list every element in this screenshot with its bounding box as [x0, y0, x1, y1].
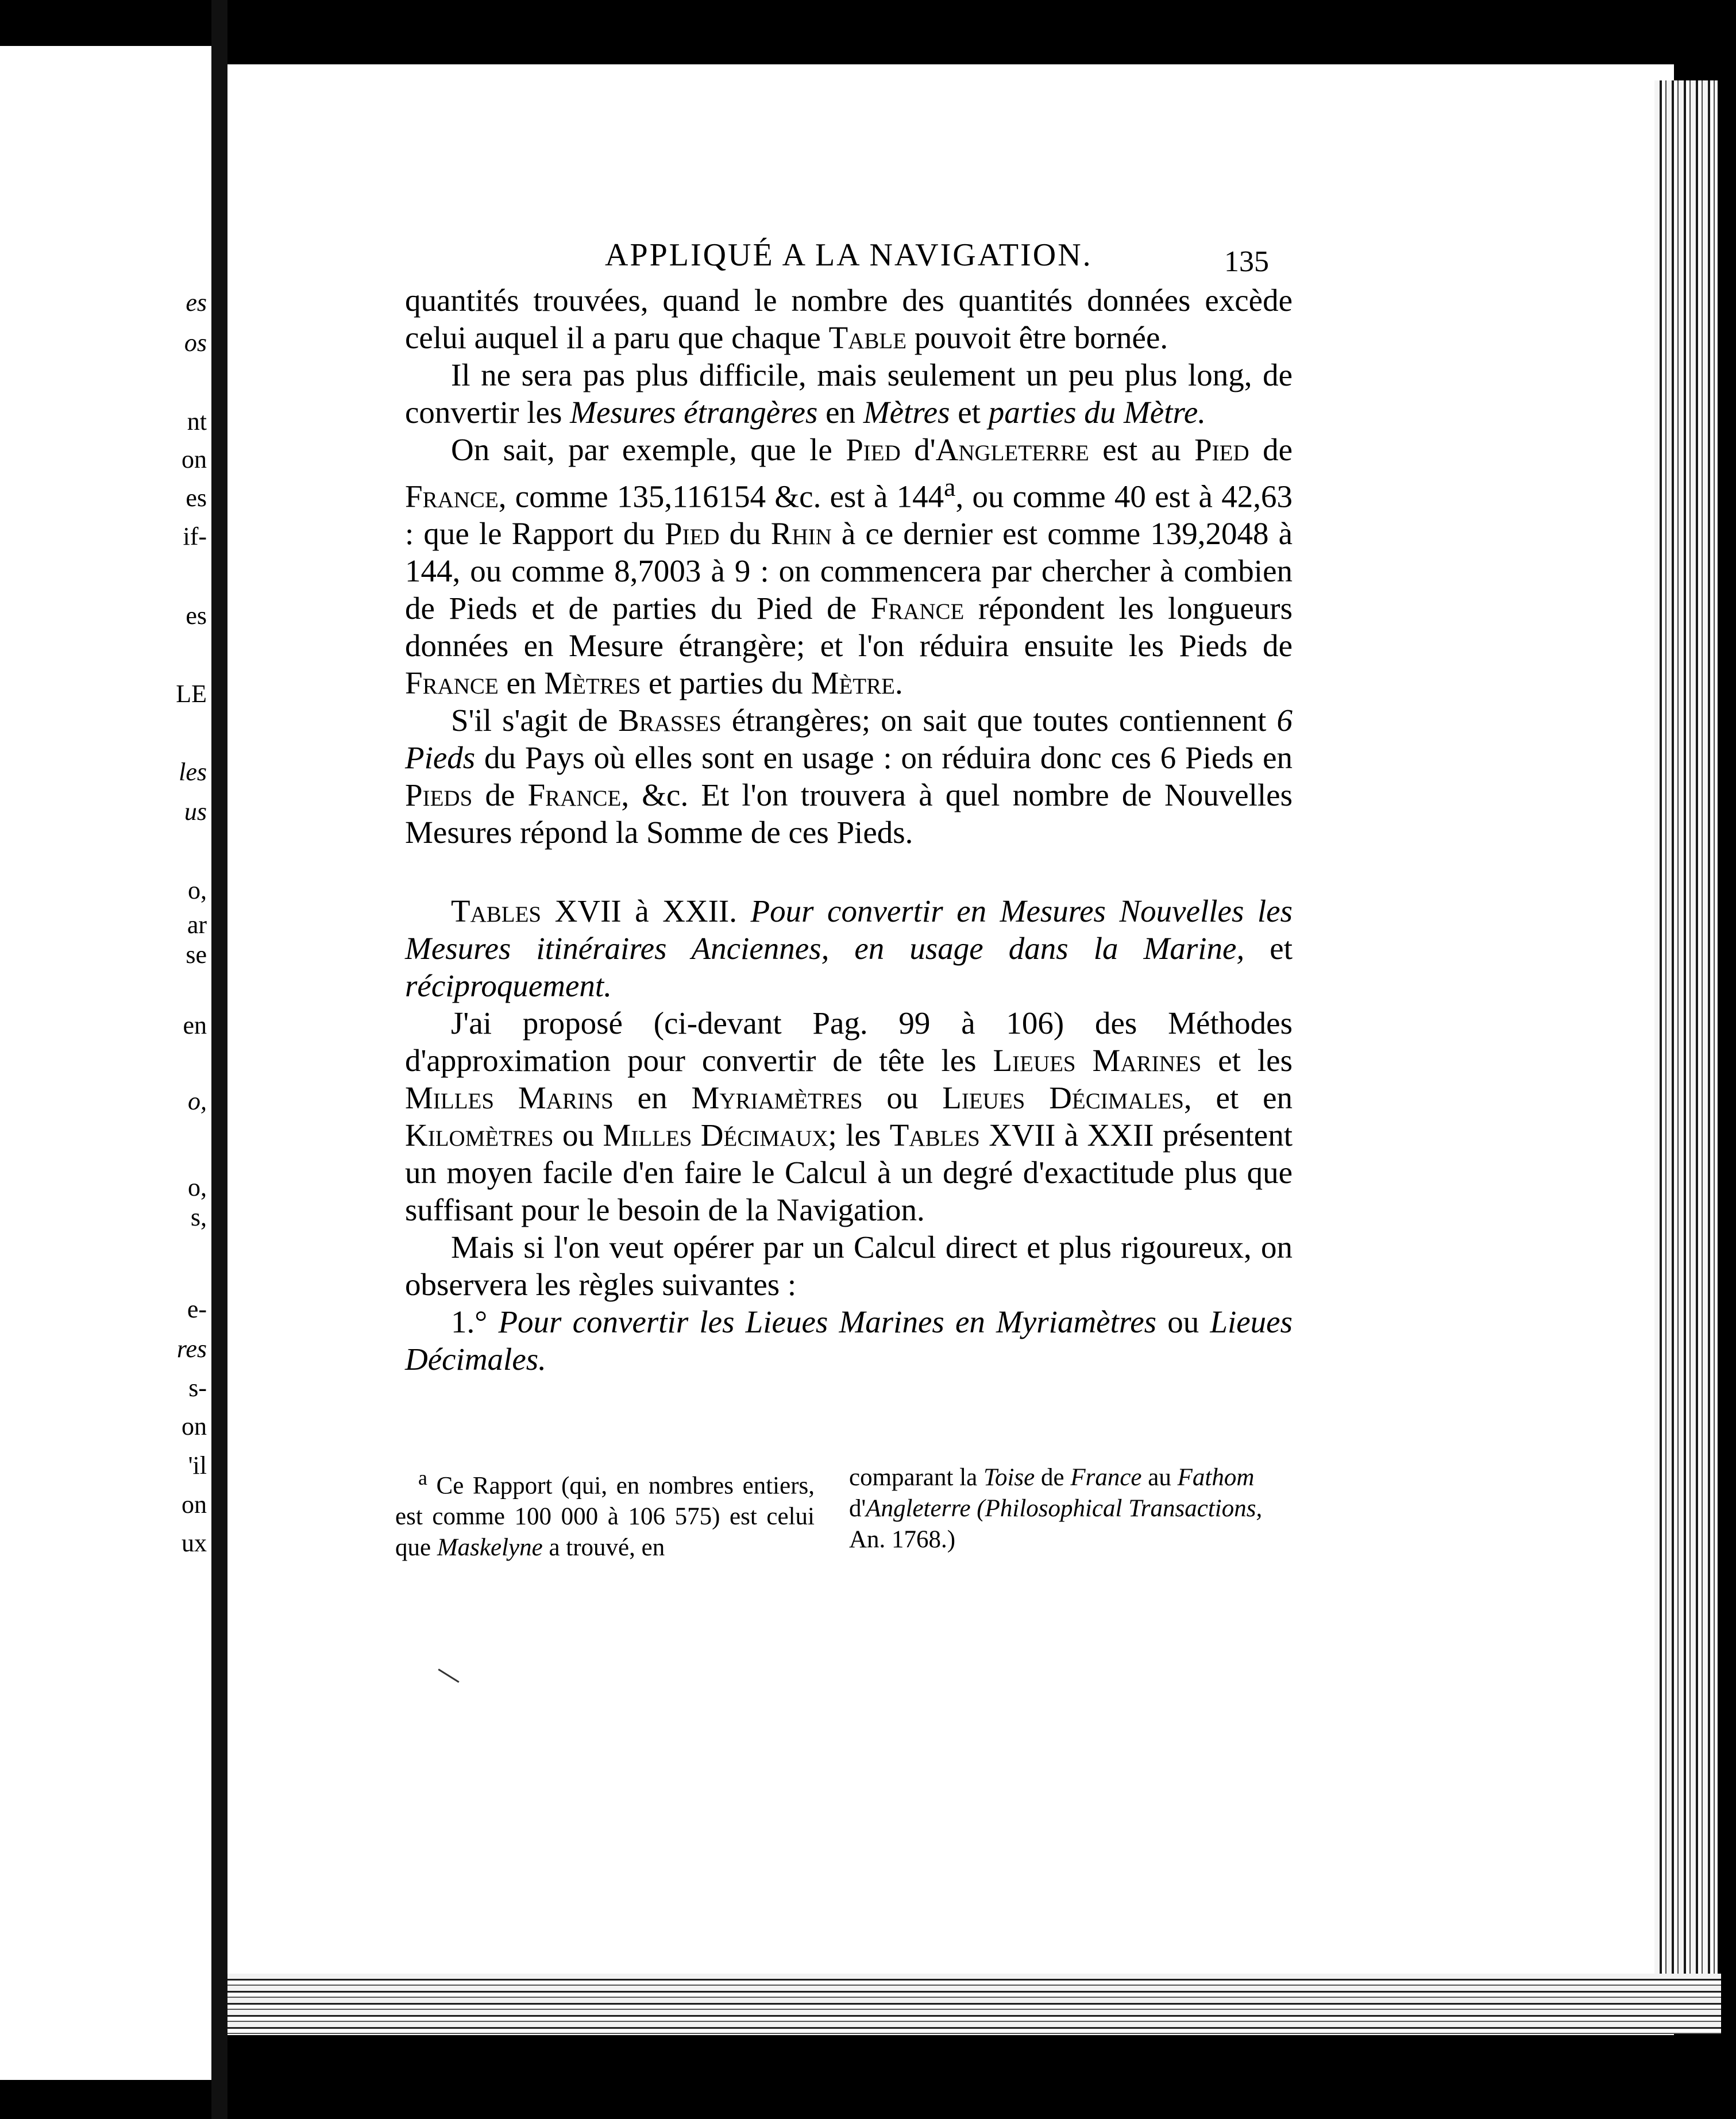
text: France: [527, 777, 622, 813]
text: XVII à XXII.: [541, 893, 751, 929]
page-edges-bottom: [227, 1974, 1721, 2034]
text: du: [719, 516, 771, 552]
text: Pour convertir en Mesures Nouvelles les Mesures itinéraires Anciennes, en usage dans la Marine,: [405, 893, 1293, 966]
text: en: [613, 1080, 692, 1116]
text: France: [870, 591, 965, 626]
text: à ce dernier est comme 139,2048 à 144, ou comme 8,7003 à 9 : on commencera par chercher à combien de Pieds et de parties du Pied de: [405, 516, 1293, 626]
text: réciproquement.: [405, 968, 612, 1004]
text: étrangères; on sait que toutes contiennent: [721, 703, 1277, 738]
facing-page-line-end: on: [182, 1490, 207, 1519]
text: Brasses: [618, 703, 722, 738]
paragraph-3: [405, 431, 1293, 702]
facing-page-fragment: [0, 46, 217, 2080]
facing-page-line-end: LE: [176, 680, 207, 708]
text: du Pays où elles sont en usage : on réduira donc ces 6 Pieds en: [475, 740, 1293, 776]
text: et les: [1201, 1043, 1293, 1078]
text: Tables: [889, 1118, 980, 1153]
footnote-marker: a: [944, 472, 956, 502]
page-edges-right: [1654, 80, 1718, 2017]
text: pouvoit être bornée.: [906, 320, 1168, 355]
text: .: [894, 665, 903, 701]
text: , et en: [1183, 1080, 1293, 1116]
text: de: [1249, 432, 1293, 467]
text: An. 1768.): [849, 1526, 956, 1553]
text: Il ne sera pas plus difficile, mais seulement un peu plus long, de convertir les: [405, 357, 1293, 430]
text: On sait, par exemple, que le: [451, 432, 846, 467]
facing-page-line-end: o,: [188, 1087, 207, 1115]
text: Mesures étrangères: [570, 395, 818, 430]
text: est au: [1089, 432, 1195, 467]
text: Toise: [983, 1464, 1035, 1491]
text: Fathom: [1177, 1464, 1255, 1491]
facing-page-line-end: res: [176, 1335, 207, 1363]
facing-page-line-end: on: [182, 1412, 207, 1440]
text: en: [498, 665, 545, 701]
text: Mètres: [544, 665, 641, 701]
text: ; les: [828, 1118, 890, 1153]
footnote-marker: a: [418, 1466, 427, 1489]
facing-page-line-end: nt: [187, 407, 207, 436]
text: Table: [828, 320, 907, 355]
text: , &c. Et l'on trouvera à quel nombre de Nouvelles Mesures répond la Somme de ces Pieds.: [405, 777, 1293, 850]
text: , ou comme 40 est à 42,63 : que le Rapport du: [405, 479, 1293, 552]
text: France: [405, 665, 499, 701]
text: au: [1141, 1464, 1178, 1491]
text: 6 Pieds: [405, 703, 1293, 776]
paragraph-4: [405, 702, 1293, 851]
text: et parties du: [641, 665, 811, 701]
text: Milles Décimaux: [603, 1118, 828, 1153]
facing-page-line-end: if-: [183, 522, 207, 550]
text: Pour convertir les Lieues Marines en Myriamètres: [498, 1304, 1157, 1340]
book-gutter: [211, 0, 227, 2119]
text: Tables: [451, 893, 542, 929]
text: d': [900, 432, 936, 467]
footnote-column-right: [849, 1462, 1268, 1555]
paragraph-6: Mais si l'on veut opérer par un Calcul direct et plus rigoureux, on observera les règles suivantes :: [405, 1230, 1293, 1303]
text: Pied: [1194, 432, 1249, 467]
facing-page-line-end: ux: [182, 1529, 207, 1557]
text: d': [849, 1495, 866, 1522]
text: Pied: [665, 516, 720, 552]
text: S'il s'agit de: [451, 703, 619, 738]
running-title: APPLIQUÉ A LA NAVIGATION.: [605, 237, 1093, 273]
facing-page-line-end: us: [184, 797, 207, 826]
text: , comme 135,116154 &c. est à 144: [498, 479, 944, 514]
text: et: [950, 395, 989, 430]
facing-page-line-end: les: [179, 758, 207, 786]
facing-page-line-end: es: [186, 602, 207, 630]
text: Mètres: [863, 395, 950, 430]
text: Angleterre (Philosophical Transactions,: [866, 1495, 1263, 1522]
paragraph-2: [405, 356, 1293, 431]
text: Lieues Marines: [993, 1043, 1202, 1078]
text: et: [1244, 931, 1293, 966]
facing-page-line-end: s-: [188, 1374, 207, 1402]
text: Milles Marins: [405, 1080, 614, 1116]
text: comparant la: [849, 1464, 984, 1491]
facing-page-line-end: ar: [187, 911, 207, 939]
facing-page-line-end: o,: [188, 876, 207, 904]
text: Myriamètres: [691, 1080, 863, 1116]
text: 1.°: [451, 1304, 499, 1340]
facing-page-line-end: o,: [188, 1173, 207, 1201]
paragraph-1: [405, 282, 1293, 356]
text: ou: [862, 1080, 943, 1116]
facing-page-line-end: os: [184, 329, 207, 357]
facing-page-line-end: s,: [190, 1203, 207, 1231]
facing-page-line-end: es: [186, 484, 207, 512]
text: Ce Rapport (qui, en nombres entiers, est comme 100 000 à 106 575) est celui que: [395, 1472, 815, 1562]
text: ou: [1156, 1304, 1210, 1340]
facing-page-line-end: se: [186, 941, 207, 969]
page-number: 135: [1224, 245, 1269, 278]
footnote-column-left: [395, 1462, 815, 1563]
paragraph-5: [405, 1004, 1293, 1228]
text: France: [1070, 1464, 1142, 1491]
text: parties du Mètre.: [988, 395, 1206, 430]
text: Pieds: [405, 777, 473, 813]
facing-page-line-end: en: [183, 1011, 207, 1039]
text: en: [817, 395, 863, 430]
facing-page-line-end: 'il: [188, 1451, 207, 1480]
text: Pied: [846, 432, 901, 467]
text: Maskelyne: [437, 1534, 543, 1562]
text: de: [472, 777, 528, 813]
text: répondent les longueurs données en Mesure étrangère; et l'on réduira ensuite les Pieds de: [405, 591, 1293, 664]
facing-page-line-end: e-: [187, 1295, 207, 1323]
text: Angleterre: [935, 432, 1089, 467]
text: ou: [553, 1118, 603, 1153]
text: J'ai proposé (ci-devant Pag. 99 à 106) des Méthodes d'approximation pour convertir de tête les: [405, 1005, 1293, 1078]
text: France: [405, 479, 499, 514]
text: Mètre: [811, 665, 895, 701]
text: Lieues Décimales.: [405, 1304, 1293, 1377]
section-heading-tables: [405, 892, 1293, 1004]
text: quantités trouvées, quand le nombre des quantités données excède celui auquel il a paru que chaque: [405, 283, 1293, 355]
main-text: [405, 282, 1293, 1378]
text: XVII à XXII présentent un moyen facile d'en faire le Calcul à un degré d'exactitude plus que suffisant pour le besoin de la Navigation.: [405, 1118, 1293, 1228]
facing-page-line-end: on: [182, 445, 207, 473]
text: Lieues Décimales: [942, 1080, 1184, 1116]
text: Kilomètres: [405, 1118, 554, 1153]
text: Rhin: [770, 516, 832, 552]
text: a trouvé, en: [542, 1534, 665, 1562]
text: de: [1035, 1464, 1071, 1491]
rule-1: [405, 1303, 1293, 1378]
facing-page-line-end: es: [186, 288, 207, 317]
